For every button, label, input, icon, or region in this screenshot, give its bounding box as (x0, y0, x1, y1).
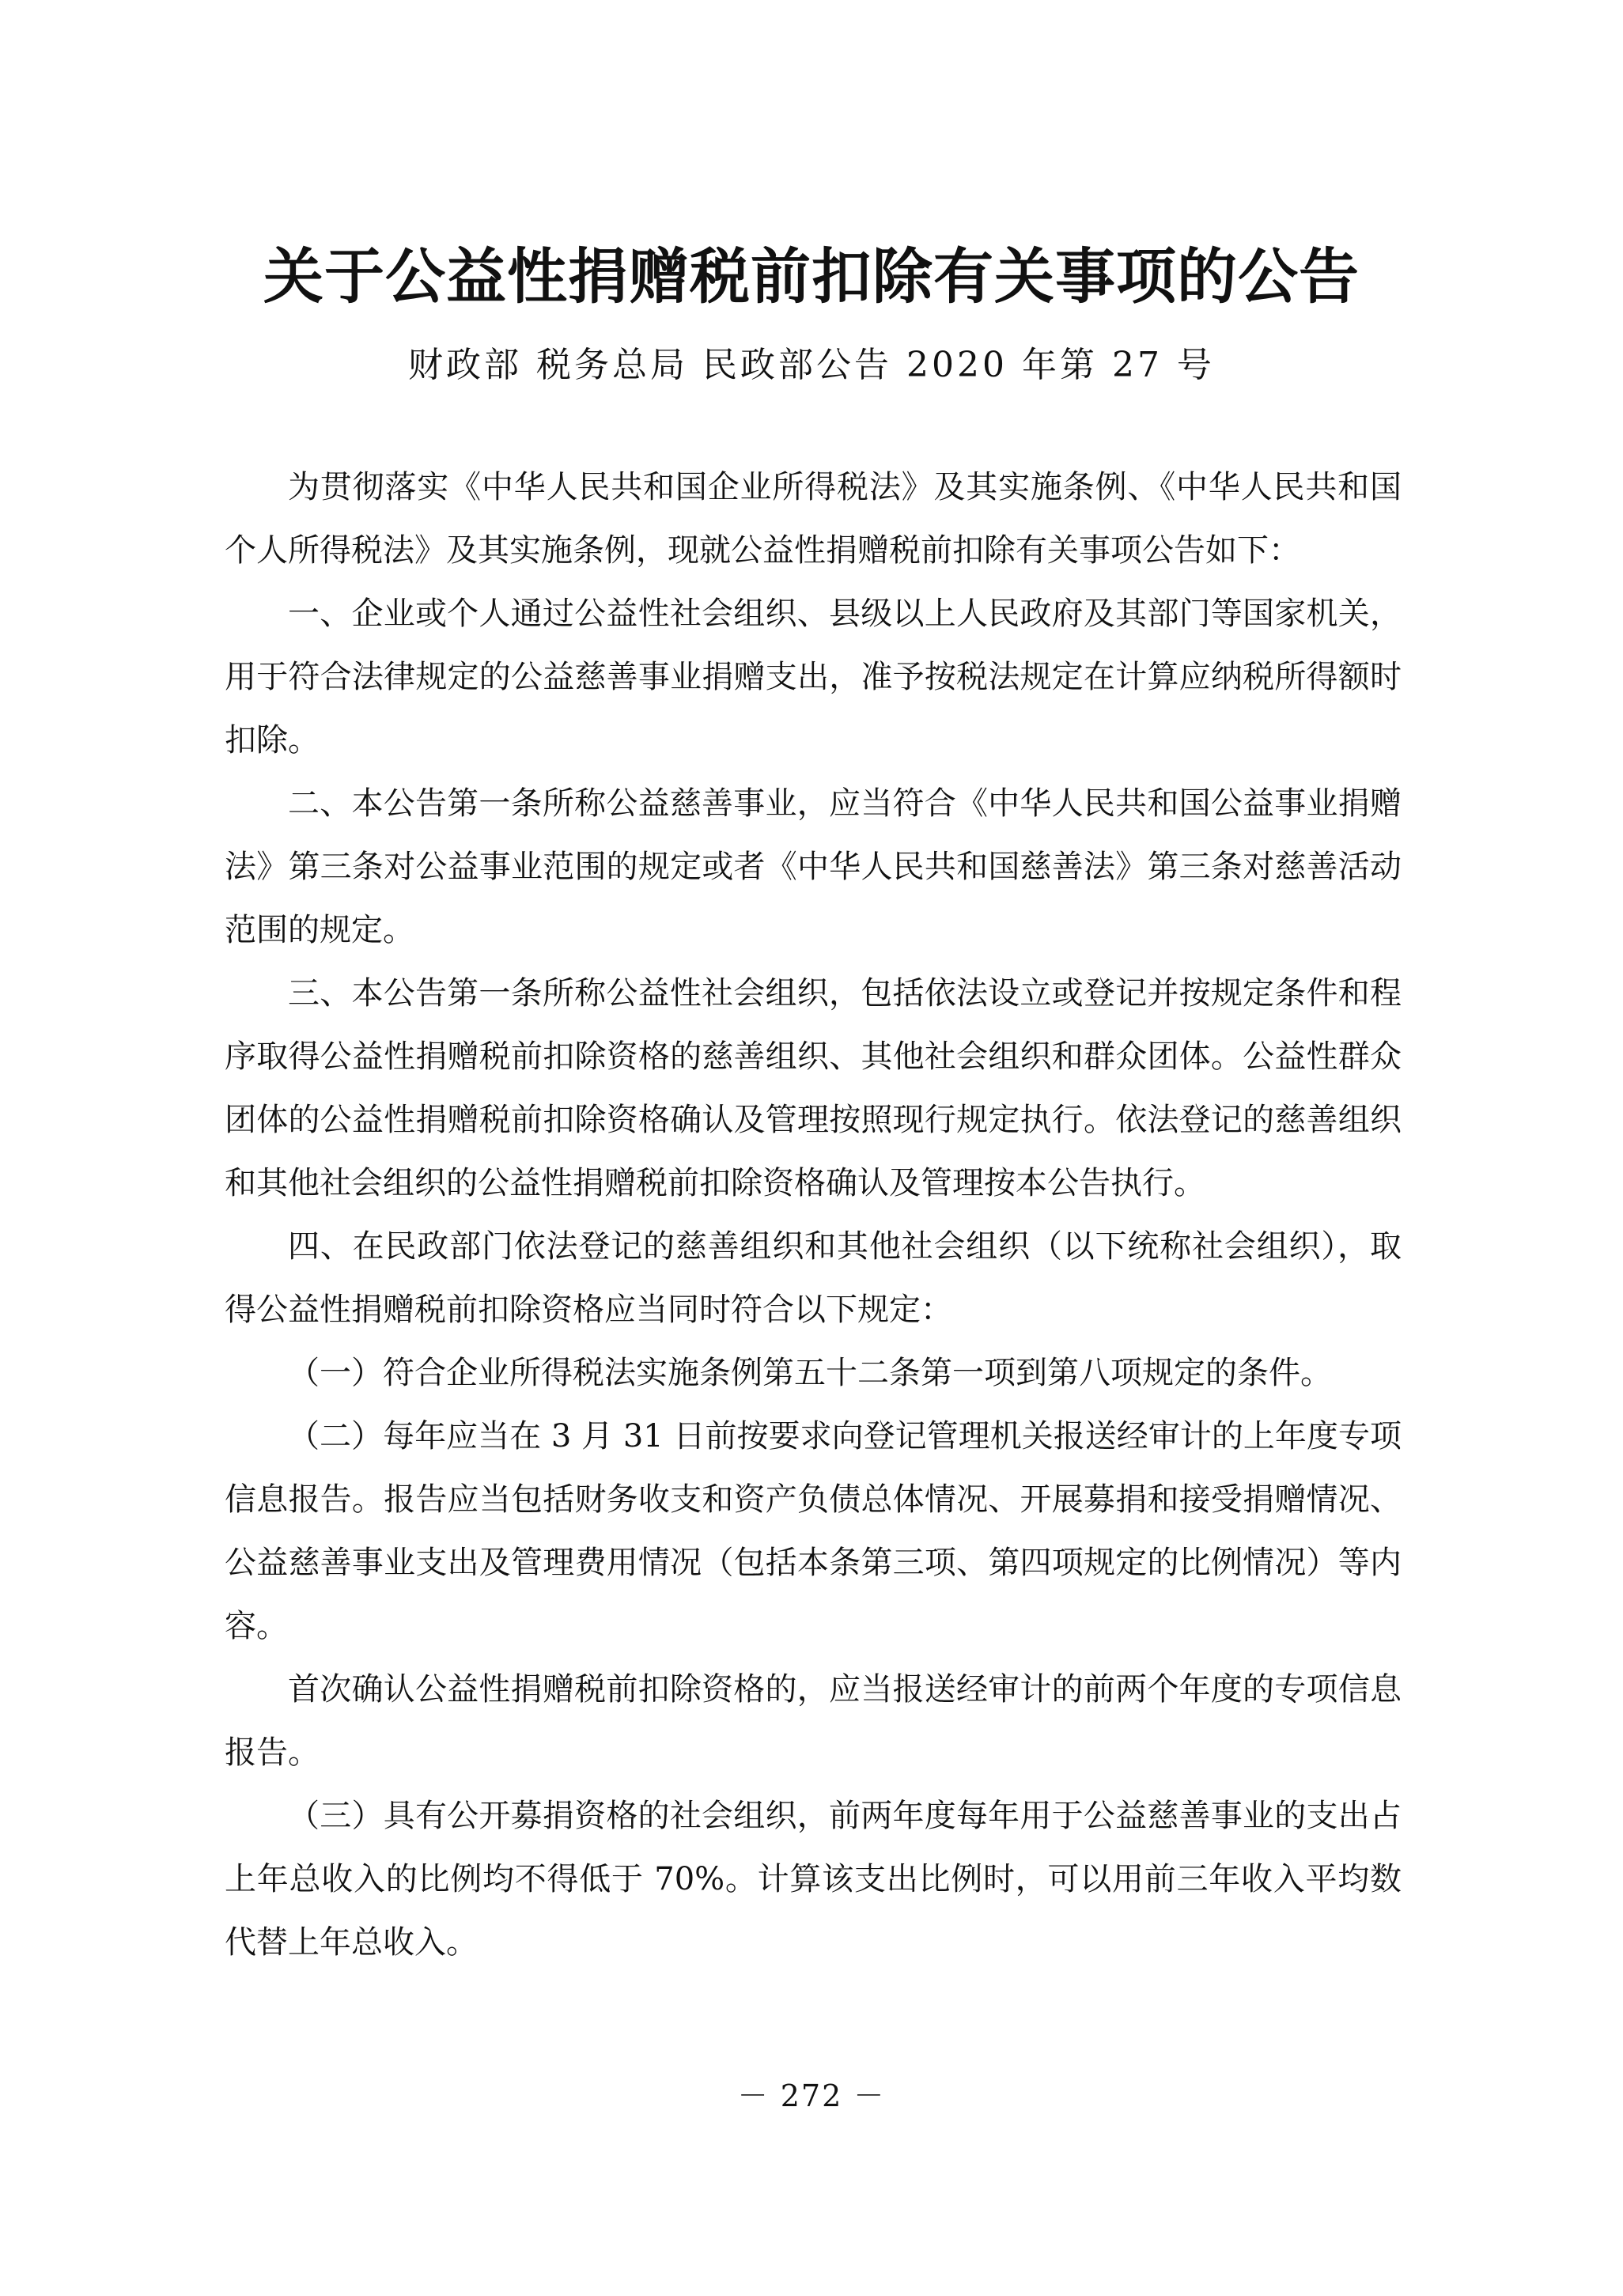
document-body (225, 456, 1402, 1974)
document-subtitle: 财政部 税务总局 民政部公告 2020 年第 27 号 (408, 345, 1215, 385)
paragraph-item-1: （一）符合企业所得税法实施条例第五十二条第一项到第八项规定的条件。 (288, 1355, 1332, 1391)
paragraph-article-2: 二、本公告第一条所称公益慈善事业，应当符合《中华人民共和国公益事业捐赠法》第三条对公益事业范围的规定或者《中华人民共和国慈善法》第三条对慈善活动范围的规定。 (225, 785, 1402, 948)
document-title: 关于公益性捐赠税前扣除有关事项的公告 (263, 241, 1360, 312)
paragraph-intro: 为贯彻落实《中华人民共和国企业所得税法》及其实施条例、《中华人民共和国个人所得税法》及其实施条例，现就公益性捐赠税前扣除有关事项公告如下： (225, 469, 1402, 569)
paragraph-article-1: 一、企业或个人通过公益性社会组织、县级以上人民政府及其部门等国家机关，用于符合法律规定的公益慈善事业捐赠支出，准予按税法规定在计算应纳税所得额时扣除。 (225, 596, 1402, 758)
paragraph-item-2-note: 首次确认公益性捐赠税前扣除资格的，应当报送经审计的前两个年度的专项信息报告。 (225, 1671, 1402, 1771)
paragraph-item-2: （二）每年应当在 3 月 31 日前按要求向登记管理机关报送经审计的上年度专项信息报告。报告应当包括财务收支和资产负债总体情况、开展募捐和接受捐赠情况、公益慈善事业支出及管理费用情况（包括本条第三项、第四项规定的比例情况）等内容。 (225, 1418, 1402, 1644)
paragraph-article-3: 三、本公告第一条所称公益性社会组织，包括依法设立或登记并按规定条件和程序取得公益性捐赠税前扣除资格的慈善组织、其他社会组织和群众团体。公益性群众团体的公益性捐赠税前扣除资格确认及管理按照现行规定执行。依法登记的慈善组织和其他社会组织的公益性捐赠税前扣除资格确认及管理按本公告执行。 (225, 975, 1402, 1201)
paragraph-article-4: 四、在民政部门依法登记的慈善组织和其他社会组织（以下统称社会组织），取得公益性捐赠税前扣除资格应当同时符合以下规定： (225, 1228, 1402, 1328)
paragraph-item-3: （三）具有公开募捐资格的社会组织，前两年度每年用于公益慈善事业的支出占上年总收入的比例均不得低于 70%。计算该支出比例时，可以用前三年收入平均数代替上年总收入。 (225, 1798, 1402, 1961)
page-number: － 272 － (737, 2079, 886, 2113)
